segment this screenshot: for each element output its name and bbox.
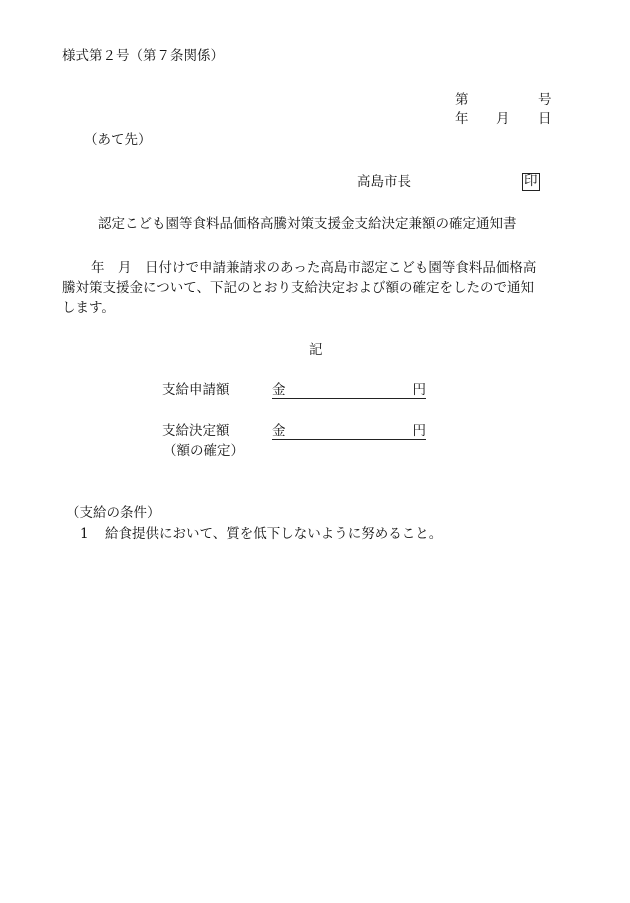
- form-number: 様式第２号（第７条関係）: [62, 48, 224, 64]
- ki-heading: 記: [309, 342, 323, 358]
- condition-number: 1: [80, 526, 89, 542]
- amount-field: [272, 424, 426, 440]
- seal-mark: 印: [524, 173, 538, 189]
- amount-prefix: 金: [272, 382, 286, 398]
- condition-text: 給食提供において、質を低下しないように努めること。: [105, 526, 443, 542]
- amount-suffix: 円: [412, 382, 426, 398]
- amount-prefix: 金: [272, 423, 286, 439]
- doc-number-suffix: 号: [538, 92, 552, 108]
- body-line: 騰対策支援金について、下記のとおり支給決定および額の確定をしたので通知: [62, 280, 534, 296]
- document-title: 認定こども園等食料品価格高騰対策支援金支給決定兼額の確定通知書: [98, 216, 517, 232]
- amount-suffix: 円: [412, 423, 426, 439]
- issuer-title: 高島市長: [357, 174, 411, 190]
- addressee: （あて先）: [84, 132, 152, 148]
- body-line: 年 月 日付けで申請兼請求のあった高島市認定こども園等食料品価格高: [91, 260, 537, 276]
- date-day: 日: [538, 111, 552, 127]
- body-line: します。: [62, 300, 115, 316]
- item-sub-label: （額の確定）: [163, 443, 244, 459]
- item-label: 支給申請額: [162, 382, 230, 398]
- amount-field: [272, 383, 426, 399]
- date-month: 月: [496, 111, 510, 127]
- item-label: 支給決定額: [162, 423, 230, 439]
- date-year: 年: [455, 111, 469, 127]
- doc-number-prefix: 第: [455, 92, 469, 108]
- conditions-heading: （支給の条件）: [66, 505, 161, 521]
